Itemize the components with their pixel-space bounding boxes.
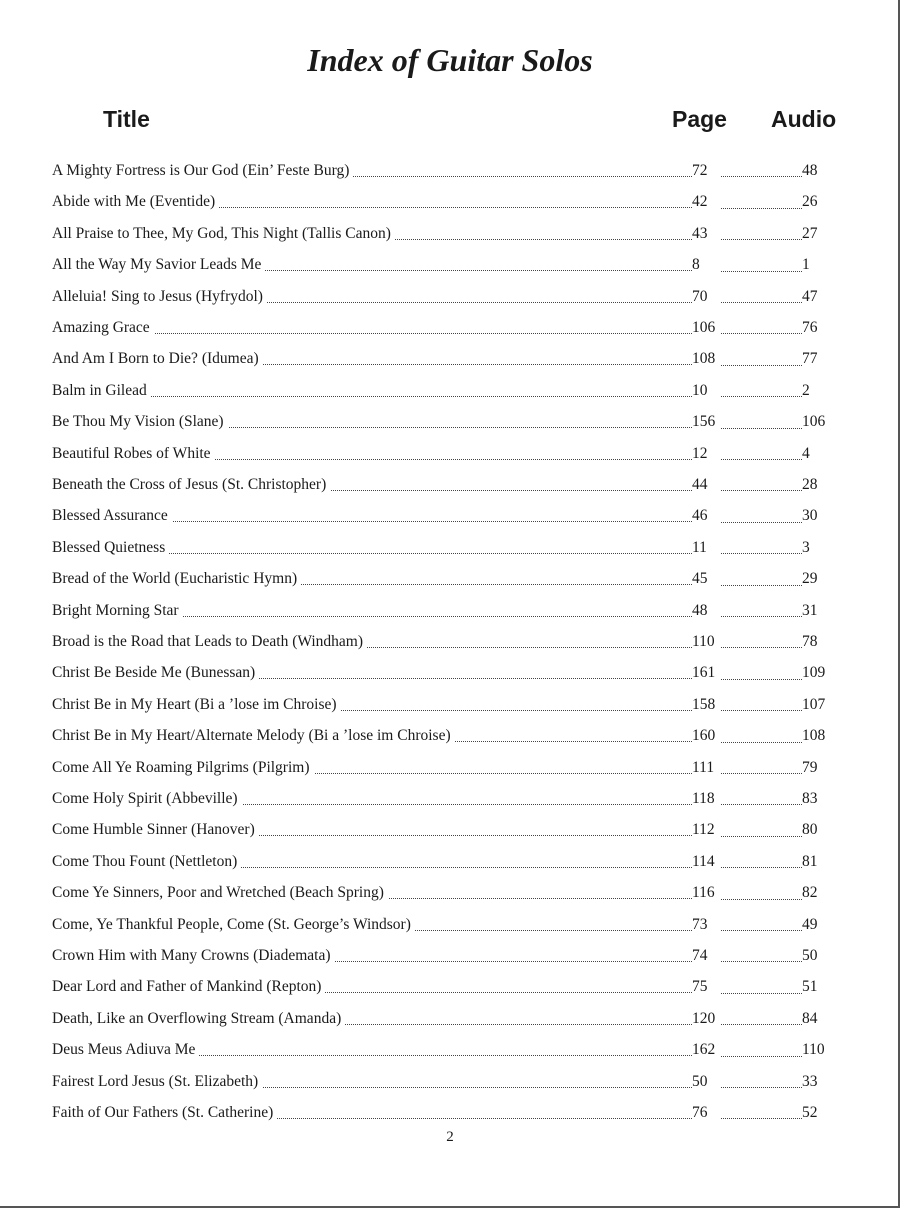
entry-audio-track: 33 — [802, 1069, 818, 1095]
entry-audio-track: 27 — [802, 221, 818, 247]
index-entry — [0, 912, 900, 943]
entry-title: Faith of Our Fathers (St. Catherine) — [52, 1104, 277, 1121]
index-entry — [0, 880, 900, 911]
dot-leader — [718, 208, 802, 209]
entry-title: And Am I Born to Die? (Idumea) — [52, 350, 263, 367]
entry-audio-track: 81 — [802, 849, 818, 875]
dot-leader — [718, 710, 802, 711]
entry-title: Come Thou Fount (Nettleton) — [52, 853, 241, 870]
entry-audio-track: 79 — [802, 755, 818, 781]
entry-audio-track: 28 — [802, 472, 818, 498]
entry-title: All Praise to Thee, My God, This Night (Tallis Canon) — [52, 225, 395, 242]
dot-leader — [718, 490, 802, 491]
entry-title-cell — [52, 315, 692, 341]
entry-page: 50 — [692, 1069, 720, 1095]
index-entry — [0, 535, 900, 566]
entry-title: Be Thou My Vision (Slane) — [52, 413, 228, 430]
entry-page: 10 — [692, 378, 720, 404]
entry-audio-track: 83 — [802, 786, 818, 812]
entry-audio-track: 31 — [802, 598, 818, 624]
entry-page: 48 — [692, 598, 720, 624]
entry-audio-track: 84 — [802, 1006, 818, 1032]
entry-title-cell — [52, 189, 692, 215]
entry-page: 8 — [692, 252, 720, 278]
entry-page: 45 — [692, 566, 720, 592]
index-entry — [0, 692, 900, 723]
entry-page: 44 — [692, 472, 720, 498]
entry-title: Christ Be in My Heart (Bi a ’lose im Chroise) — [52, 696, 341, 713]
dot-leader — [718, 647, 802, 648]
entry-page: 120 — [692, 1006, 720, 1032]
entry-page: 110 — [692, 629, 720, 655]
entry-page: 111 — [692, 755, 720, 781]
entry-title: Crown Him with Many Crowns (Diademata) — [52, 947, 335, 964]
dot-leader — [718, 1024, 802, 1025]
dot-leader — [718, 930, 802, 931]
dot-leader — [718, 961, 802, 962]
index-entry — [0, 817, 900, 848]
entry-title-cell — [52, 252, 692, 278]
index-entry — [0, 629, 900, 660]
index-entry — [0, 598, 900, 629]
index-entry — [0, 723, 900, 754]
entry-title: Death, Like an Overflowing Stream (Amanda) — [52, 1010, 345, 1027]
dot-leader — [718, 428, 802, 429]
dot-leader — [718, 1118, 802, 1119]
entry-audio-track: 51 — [802, 974, 818, 1000]
index-entry — [0, 943, 900, 974]
index-entry — [0, 378, 900, 409]
entry-page: 161 — [692, 660, 720, 686]
page-number: 2 — [446, 1129, 454, 1145]
index-entry — [0, 315, 900, 346]
dot-leader — [718, 993, 802, 994]
index-entry — [0, 755, 900, 786]
entry-title-cell — [52, 378, 692, 404]
index-entry — [0, 1006, 900, 1037]
entry-audio-track: 52 — [802, 1100, 818, 1126]
entry-audio-track: 109 — [802, 660, 825, 686]
entry-title-cell — [52, 786, 692, 812]
column-header-audio: Audio — [771, 106, 837, 132]
entry-title-cell — [52, 1069, 692, 1095]
index-entry — [0, 158, 900, 189]
entry-title: Abide with Me (Eventide) — [52, 193, 219, 210]
entry-audio-track: 30 — [802, 503, 818, 529]
entry-audio-track: 3 — [802, 535, 810, 561]
entry-title-cell — [52, 472, 692, 498]
entry-title-cell — [52, 849, 692, 875]
entry-title: Beautiful Robes of White — [52, 445, 215, 462]
entry-page: 12 — [692, 441, 720, 467]
entry-page: 46 — [692, 503, 720, 529]
dot-leader — [718, 804, 802, 805]
entry-title: A Mighty Fortress is Our God (Ein’ Feste Burg) — [52, 162, 353, 179]
entry-page: 70 — [692, 284, 720, 310]
entry-title: Deus Meus Adiuva Me — [52, 1041, 199, 1058]
entry-title: Bright Morning Star — [52, 602, 183, 619]
entry-audio-track: 49 — [802, 912, 818, 938]
entry-title-cell — [52, 1100, 692, 1126]
entry-title-cell — [52, 598, 692, 624]
dot-leader — [718, 271, 802, 272]
entry-audio-track: 48 — [802, 158, 818, 184]
index-entry — [0, 1069, 900, 1100]
index-entry — [0, 849, 900, 880]
entry-title-cell — [52, 755, 692, 781]
index-entry — [0, 472, 900, 503]
entry-audio-track: 106 — [802, 409, 825, 435]
index-entry — [0, 786, 900, 817]
entry-title: Alleluia! Sing to Jesus (Hyfrydol) — [52, 288, 267, 305]
entry-title: All the Way My Savior Leads Me — [52, 256, 265, 273]
entry-title: Christ Be Beside Me (Bunessan) — [52, 664, 259, 681]
entry-page: 112 — [692, 817, 720, 843]
entry-audio-track: 110 — [802, 1037, 825, 1063]
entry-title: Come Holy Spirit (Abbeville) — [52, 790, 242, 807]
entry-title: Beneath the Cross of Jesus (St. Christopher) — [52, 476, 330, 493]
entry-title: Amazing Grace — [52, 319, 154, 336]
index-entry — [0, 189, 900, 220]
entry-title-cell — [52, 158, 692, 184]
dot-leader — [718, 867, 802, 868]
entry-title-cell — [52, 692, 692, 718]
entry-page: 72 — [692, 158, 720, 184]
dot-leader — [718, 553, 802, 554]
index-entry — [0, 566, 900, 597]
dot-leader — [718, 396, 802, 397]
entry-page: 158 — [692, 692, 720, 718]
dot-leader — [718, 302, 802, 303]
entry-title: Come Humble Sinner (Hanover) — [52, 821, 259, 838]
entry-page: 118 — [692, 786, 720, 812]
index-entry — [0, 503, 900, 534]
entry-title: Fairest Lord Jesus (St. Elizabeth) — [52, 1073, 262, 1090]
dot-leader — [718, 585, 802, 586]
entry-page: 73 — [692, 912, 720, 938]
page-title: Index of Guitar Solos — [307, 42, 593, 78]
entry-audio-track: 2 — [802, 378, 810, 404]
entry-audio-track: 77 — [802, 346, 818, 372]
entry-title: Balm in Gilead — [52, 382, 151, 399]
dot-leader — [718, 333, 802, 334]
entry-audio-track: 76 — [802, 315, 818, 341]
entry-title-cell — [52, 880, 692, 906]
entry-title-cell — [52, 629, 692, 655]
entry-title-cell — [52, 660, 692, 686]
entry-page: 106 — [692, 315, 720, 341]
entry-page: 43 — [692, 221, 720, 247]
entry-audio-track: 82 — [802, 880, 818, 906]
entry-page: 116 — [692, 880, 720, 906]
entry-title-cell — [52, 346, 692, 372]
dot-leader — [718, 836, 802, 837]
entry-title: Christ Be in My Heart/Alternate Melody (Bi a ’lose im Chroise) — [52, 727, 455, 744]
dot-leader — [718, 459, 802, 460]
index-entry — [0, 284, 900, 315]
index-entry — [0, 221, 900, 252]
entry-audio-track: 26 — [802, 189, 818, 215]
entry-title: Broad is the Road that Leads to Death (Windham) — [52, 633, 367, 650]
entry-title-cell — [52, 943, 692, 969]
entry-title-cell — [52, 535, 692, 561]
dot-leader — [718, 239, 802, 240]
entry-title-cell — [52, 817, 692, 843]
entry-page: 114 — [692, 849, 720, 875]
entry-title: Blessed Assurance — [52, 507, 172, 524]
entry-page: 76 — [692, 1100, 720, 1126]
dot-leader — [718, 1056, 802, 1057]
entry-audio-track: 1 — [802, 252, 810, 278]
entry-audio-track: 107 — [802, 692, 825, 718]
entry-title: Come Ye Sinners, Poor and Wretched (Beach Spring) — [52, 884, 388, 901]
entry-title: Blessed Quietness — [52, 539, 169, 556]
entry-page: 42 — [692, 189, 720, 215]
entry-title: Bread of the World (Eucharistic Hymn) — [52, 570, 301, 587]
entry-audio-track: 29 — [802, 566, 818, 592]
column-header-page: Page — [672, 106, 727, 132]
entry-page: 156 — [692, 409, 720, 435]
entry-title-cell — [52, 221, 692, 247]
entry-title-cell — [52, 1037, 692, 1063]
dot-leader — [718, 365, 802, 366]
entry-page: 108 — [692, 346, 720, 372]
index-entry — [0, 1100, 900, 1131]
dot-leader — [718, 522, 802, 523]
dot-leader — [718, 899, 802, 900]
entry-title: Dear Lord and Father of Mankind (Repton) — [52, 978, 325, 995]
entry-title: Come All Ye Roaming Pilgrims (Pilgrim) — [52, 759, 314, 776]
entry-page: 74 — [692, 943, 720, 969]
index-entry — [0, 409, 900, 440]
entry-audio-track: 80 — [802, 817, 818, 843]
entry-page: 160 — [692, 723, 720, 749]
index-entry — [0, 660, 900, 691]
entry-title-cell — [52, 503, 692, 529]
index-entry — [0, 252, 900, 283]
entry-title: Come, Ye Thankful People, Come (St. George’s Windsor) — [52, 916, 415, 933]
entry-audio-track: 78 — [802, 629, 818, 655]
entry-page: 162 — [692, 1037, 720, 1063]
index-entry — [0, 346, 900, 377]
dot-leader — [718, 773, 802, 774]
entry-title-cell — [52, 284, 692, 310]
dot-leader — [718, 176, 802, 177]
index-entry — [0, 441, 900, 472]
column-header-title: Title — [103, 106, 150, 132]
entry-title-cell — [52, 1006, 692, 1032]
entry-title-cell — [52, 566, 692, 592]
entry-title-cell — [52, 723, 692, 749]
entry-page: 11 — [692, 535, 720, 561]
dot-leader — [718, 616, 802, 617]
entry-audio-track: 47 — [802, 284, 818, 310]
entry-audio-track: 108 — [802, 723, 825, 749]
entry-title-cell — [52, 974, 692, 1000]
entry-title-cell — [52, 912, 692, 938]
entry-audio-track: 4 — [802, 441, 810, 467]
index-entry — [0, 1037, 900, 1068]
dot-leader — [718, 742, 802, 743]
dot-leader — [718, 679, 802, 680]
entry-audio-track: 50 — [802, 943, 818, 969]
dot-leader — [718, 1087, 802, 1088]
entry-title-cell — [52, 409, 692, 435]
index-entry — [0, 974, 900, 1005]
entry-page: 75 — [692, 974, 720, 1000]
entry-title-cell — [52, 441, 692, 467]
